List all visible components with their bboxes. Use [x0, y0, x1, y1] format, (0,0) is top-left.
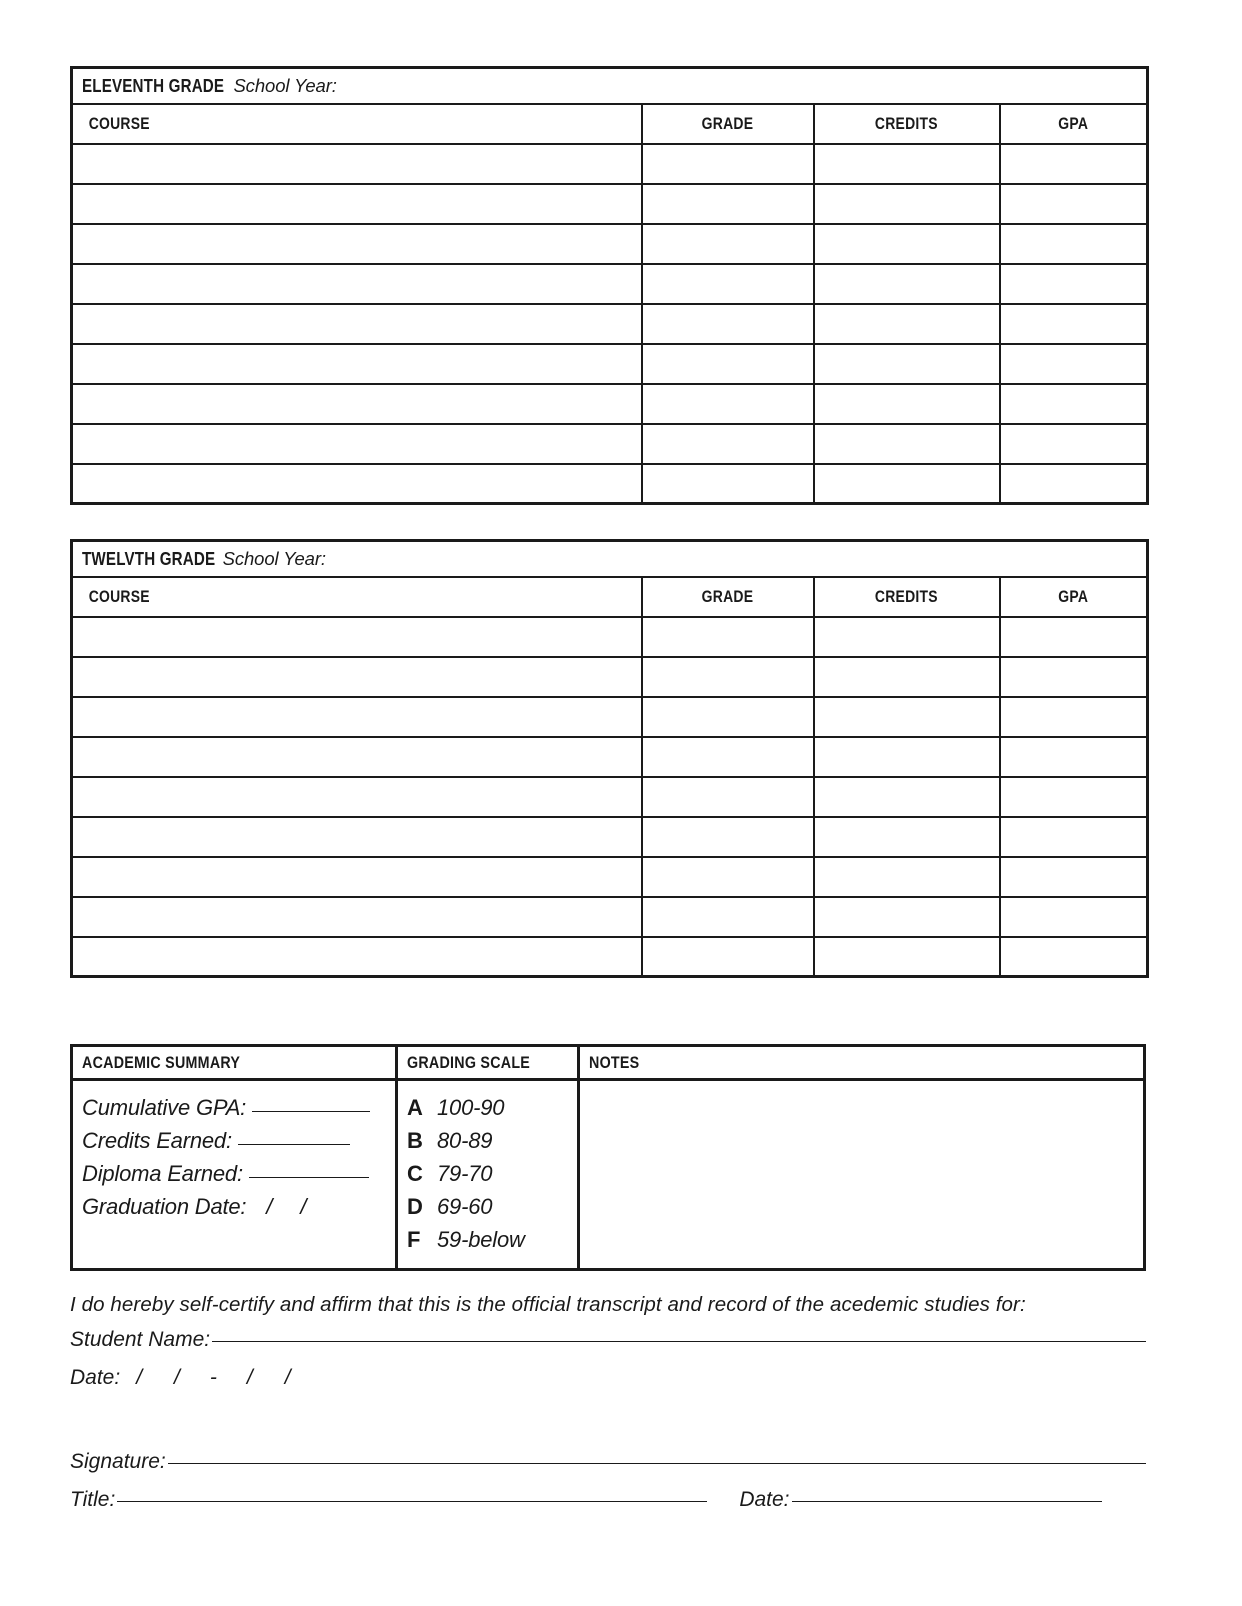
- twelfth-grade-title-cell: [72, 541, 1148, 577]
- grading-scale-heading: GRADING SCALE: [398, 1047, 577, 1081]
- cell-course[interactable]: [72, 144, 642, 184]
- cell-credits[interactable]: [814, 617, 1000, 657]
- cell-credits[interactable]: [814, 657, 1000, 697]
- date-separator-2: /: [174, 1366, 180, 1389]
- cell-credits[interactable]: [814, 464, 1000, 504]
- cell-grade[interactable]: [642, 657, 814, 697]
- grading-scale-entry: [407, 1124, 577, 1157]
- cumulative-gpa-blank[interactable]: [252, 1111, 370, 1112]
- cumulative-gpa-field[interactable]: [82, 1091, 395, 1124]
- cell-gpa[interactable]: [1000, 897, 1148, 937]
- cell-grade[interactable]: [642, 344, 814, 384]
- cell-course[interactable]: [72, 817, 642, 857]
- grade-range-d: 69-60: [437, 1194, 493, 1219]
- cell-credits[interactable]: [814, 857, 1000, 897]
- title-label: Title:: [70, 1488, 116, 1511]
- grade-range-a: 100-90: [437, 1095, 505, 1120]
- grade-letter-f: F: [407, 1227, 421, 1252]
- cell-grade[interactable]: [642, 184, 814, 224]
- student-name-label: Student Name:: [70, 1328, 211, 1351]
- column-header-credits: CREDITS: [814, 104, 1000, 144]
- twelfth-grade-table: [70, 539, 1149, 978]
- cell-course[interactable]: [72, 897, 642, 937]
- signature-date-label: Date:: [739, 1488, 790, 1511]
- transcript-page: [70, 0, 1146, 1606]
- date-range-dash: -: [209, 1366, 217, 1389]
- cell-gpa[interactable]: [1000, 697, 1148, 737]
- cell-grade[interactable]: [642, 897, 814, 937]
- cell-gpa[interactable]: [1000, 264, 1148, 304]
- cell-grade[interactable]: [642, 937, 814, 977]
- cell-course[interactable]: [72, 344, 642, 384]
- academic-summary-heading: ACADEMIC SUMMARY: [73, 1047, 395, 1081]
- date-separator-1: /: [136, 1366, 143, 1389]
- cell-grade[interactable]: [642, 224, 814, 264]
- student-name-input[interactable]: [212, 1341, 1146, 1342]
- title-and-date-row: [70, 1481, 1146, 1519]
- signature-input[interactable]: [168, 1463, 1146, 1464]
- eleventh-grade-school-year-label: School Year:: [233, 74, 337, 96]
- graduation-date-label: Graduation Date:: [82, 1194, 247, 1219]
- cumulative-gpa-label: Cumulative GPA:: [82, 1095, 247, 1120]
- academic-summary-panel: [73, 1047, 398, 1268]
- cell-course[interactable]: [72, 424, 642, 464]
- table-row[interactable]: [72, 344, 1148, 384]
- cell-gpa[interactable]: [1000, 857, 1148, 897]
- cell-gpa[interactable]: [1000, 737, 1148, 777]
- graduation-date-separator-2: /: [300, 1194, 307, 1219]
- table-row[interactable]: [72, 264, 1148, 304]
- graduation-date-separator-1: /: [266, 1194, 273, 1219]
- credits-earned-blank[interactable]: [238, 1144, 350, 1145]
- table-row[interactable]: [72, 224, 1148, 264]
- grade-range-b: 80-89: [437, 1128, 493, 1153]
- graduation-date-input[interactable]: [252, 1194, 320, 1219]
- cell-credits[interactable]: [814, 264, 1000, 304]
- cell-grade[interactable]: [642, 617, 814, 657]
- certification-spacer: [70, 1397, 1146, 1443]
- twelfth-grade-title-row: [72, 541, 1148, 577]
- cell-credits[interactable]: [814, 304, 1000, 344]
- cell-course[interactable]: [72, 384, 642, 424]
- grading-scale-panel: [398, 1047, 580, 1268]
- cell-grade[interactable]: [642, 424, 814, 464]
- eleventh-grade-label: ELEVENTH GRADE: [82, 74, 225, 96]
- twelfth-grade-header-row: [72, 577, 1148, 617]
- cell-grade[interactable]: [642, 384, 814, 424]
- cell-course[interactable]: [72, 937, 642, 977]
- grading-scale-entry: [407, 1190, 577, 1223]
- table-row[interactable]: [72, 184, 1148, 224]
- cell-gpa[interactable]: [1000, 144, 1148, 184]
- cell-grade[interactable]: [642, 464, 814, 504]
- academic-summary-body: [73, 1081, 395, 1259]
- cell-grade[interactable]: [642, 304, 814, 344]
- cell-credits[interactable]: [814, 184, 1000, 224]
- column-header-course: COURSE: [72, 577, 642, 617]
- grade-letter-a: A: [407, 1095, 423, 1120]
- cell-gpa[interactable]: [1000, 657, 1148, 697]
- table-row[interactable]: [72, 424, 1148, 464]
- cell-credits[interactable]: [814, 224, 1000, 264]
- column-header-grade: GRADE: [642, 577, 814, 617]
- student-name-row[interactable]: [70, 1321, 1146, 1359]
- table-row[interactable]: [72, 937, 1148, 977]
- cell-gpa[interactable]: [1000, 184, 1148, 224]
- cell-course[interactable]: [72, 464, 642, 504]
- cell-gpa[interactable]: [1000, 424, 1148, 464]
- cell-credits[interactable]: [814, 697, 1000, 737]
- credits-earned-label: Credits Earned:: [82, 1128, 232, 1153]
- column-header-grade: GRADE: [642, 104, 814, 144]
- table-row[interactable]: [72, 384, 1148, 424]
- grade-letter-b: B: [407, 1128, 423, 1153]
- diploma-earned-label: Diploma Earned:: [82, 1161, 243, 1186]
- grade-letter-c: C: [407, 1161, 423, 1186]
- twelfth-grade-label: TWELVTH GRADE: [82, 547, 216, 569]
- cell-gpa[interactable]: [1000, 464, 1148, 504]
- column-header-credits: CREDITS: [814, 577, 1000, 617]
- grading-scale-entry: [407, 1091, 577, 1124]
- column-header-gpa: GPA: [1000, 104, 1148, 144]
- grading-scale-body: [398, 1081, 577, 1268]
- cell-course[interactable]: [72, 304, 642, 344]
- grading-scale-entry: [407, 1223, 577, 1256]
- cell-gpa[interactable]: [1000, 937, 1148, 977]
- column-header-gpa: GPA: [1000, 577, 1148, 617]
- diploma-earned-field[interactable]: [82, 1157, 395, 1190]
- twelfth-grade-school-year-label: School Year:: [222, 547, 326, 569]
- cell-credits[interactable]: [814, 384, 1000, 424]
- date-range-input[interactable]: [120, 1359, 306, 1397]
- table-row[interactable]: [72, 897, 1148, 937]
- cell-credits[interactable]: [814, 737, 1000, 777]
- table-row[interactable]: [72, 857, 1148, 897]
- cell-credits[interactable]: [814, 144, 1000, 184]
- table-row[interactable]: [72, 304, 1148, 344]
- notes-panel: [580, 1047, 1143, 1268]
- certification-block: [70, 1289, 1146, 1519]
- table-row[interactable]: [72, 737, 1148, 777]
- cell-grade[interactable]: [642, 737, 814, 777]
- table-row[interactable]: [72, 777, 1148, 817]
- column-header-course: COURSE: [72, 104, 642, 144]
- grading-scale-entry: [407, 1157, 577, 1190]
- grade-range-c: 79-70: [437, 1161, 493, 1186]
- cell-gpa[interactable]: [1000, 304, 1148, 344]
- cell-gpa[interactable]: [1000, 777, 1148, 817]
- cell-credits[interactable]: [814, 344, 1000, 384]
- date-separator-4: /: [284, 1366, 291, 1389]
- summary-box: [70, 1044, 1146, 1271]
- table-row[interactable]: [72, 657, 1148, 697]
- eleventh-grade-title-row: [72, 68, 1148, 104]
- cell-course[interactable]: [72, 264, 642, 304]
- cell-grade[interactable]: [642, 144, 814, 184]
- cell-grade[interactable]: [642, 697, 814, 737]
- cell-course[interactable]: [72, 777, 642, 817]
- cell-course[interactable]: [72, 224, 642, 264]
- notes-heading: NOTES: [580, 1047, 1143, 1081]
- eleventh-grade-title-cell: [72, 68, 1148, 104]
- table-row[interactable]: [72, 697, 1148, 737]
- date-range-row[interactable]: [70, 1359, 1146, 1397]
- diploma-earned-blank[interactable]: [249, 1177, 369, 1178]
- grade-range-f: 59-below: [437, 1227, 525, 1252]
- table-row[interactable]: [72, 817, 1148, 857]
- title-input[interactable]: [117, 1501, 707, 1502]
- cell-grade[interactable]: [642, 857, 814, 897]
- cell-course[interactable]: [72, 857, 642, 897]
- cell-credits[interactable]: [814, 424, 1000, 464]
- cell-gpa[interactable]: [1000, 617, 1148, 657]
- cell-course[interactable]: [72, 697, 642, 737]
- cell-credits[interactable]: [814, 777, 1000, 817]
- cell-course[interactable]: [72, 184, 642, 224]
- table-row[interactable]: [72, 617, 1148, 657]
- eleventh-grade-header-row: [72, 104, 1148, 144]
- notes-input[interactable]: [580, 1081, 1143, 1259]
- date-label: Date:: [70, 1366, 121, 1389]
- table-row[interactable]: [72, 144, 1148, 184]
- cell-gpa[interactable]: [1000, 384, 1148, 424]
- signature-date-field[interactable]: [739, 1481, 1101, 1519]
- eleventh-grade-table: [70, 66, 1149, 505]
- cell-credits[interactable]: [814, 897, 1000, 937]
- cell-grade[interactable]: [642, 777, 814, 817]
- cell-grade[interactable]: [642, 817, 814, 857]
- cell-gpa[interactable]: [1000, 344, 1148, 384]
- graduation-date-field[interactable]: [82, 1190, 395, 1223]
- cell-course[interactable]: [72, 737, 642, 777]
- cell-credits[interactable]: [814, 817, 1000, 857]
- cell-course[interactable]: [72, 617, 642, 657]
- date-separator-3: /: [246, 1366, 253, 1389]
- grade-letter-d: D: [407, 1194, 423, 1219]
- certification-statement: I do hereby self-certify and affirm that this is the official transcript and record of the acedemic studies for:: [70, 1293, 1026, 1316]
- credits-earned-field[interactable]: [82, 1124, 395, 1157]
- cell-grade[interactable]: [642, 264, 814, 304]
- cell-gpa[interactable]: [1000, 224, 1148, 264]
- cell-credits[interactable]: [814, 937, 1000, 977]
- signature-date-input[interactable]: [792, 1501, 1102, 1502]
- table-row[interactable]: [72, 464, 1148, 504]
- signature-row[interactable]: [70, 1443, 1146, 1481]
- signature-label: Signature:: [70, 1450, 166, 1473]
- cell-gpa[interactable]: [1000, 817, 1148, 857]
- title-field[interactable]: [70, 1481, 707, 1519]
- cell-course[interactable]: [72, 657, 642, 697]
